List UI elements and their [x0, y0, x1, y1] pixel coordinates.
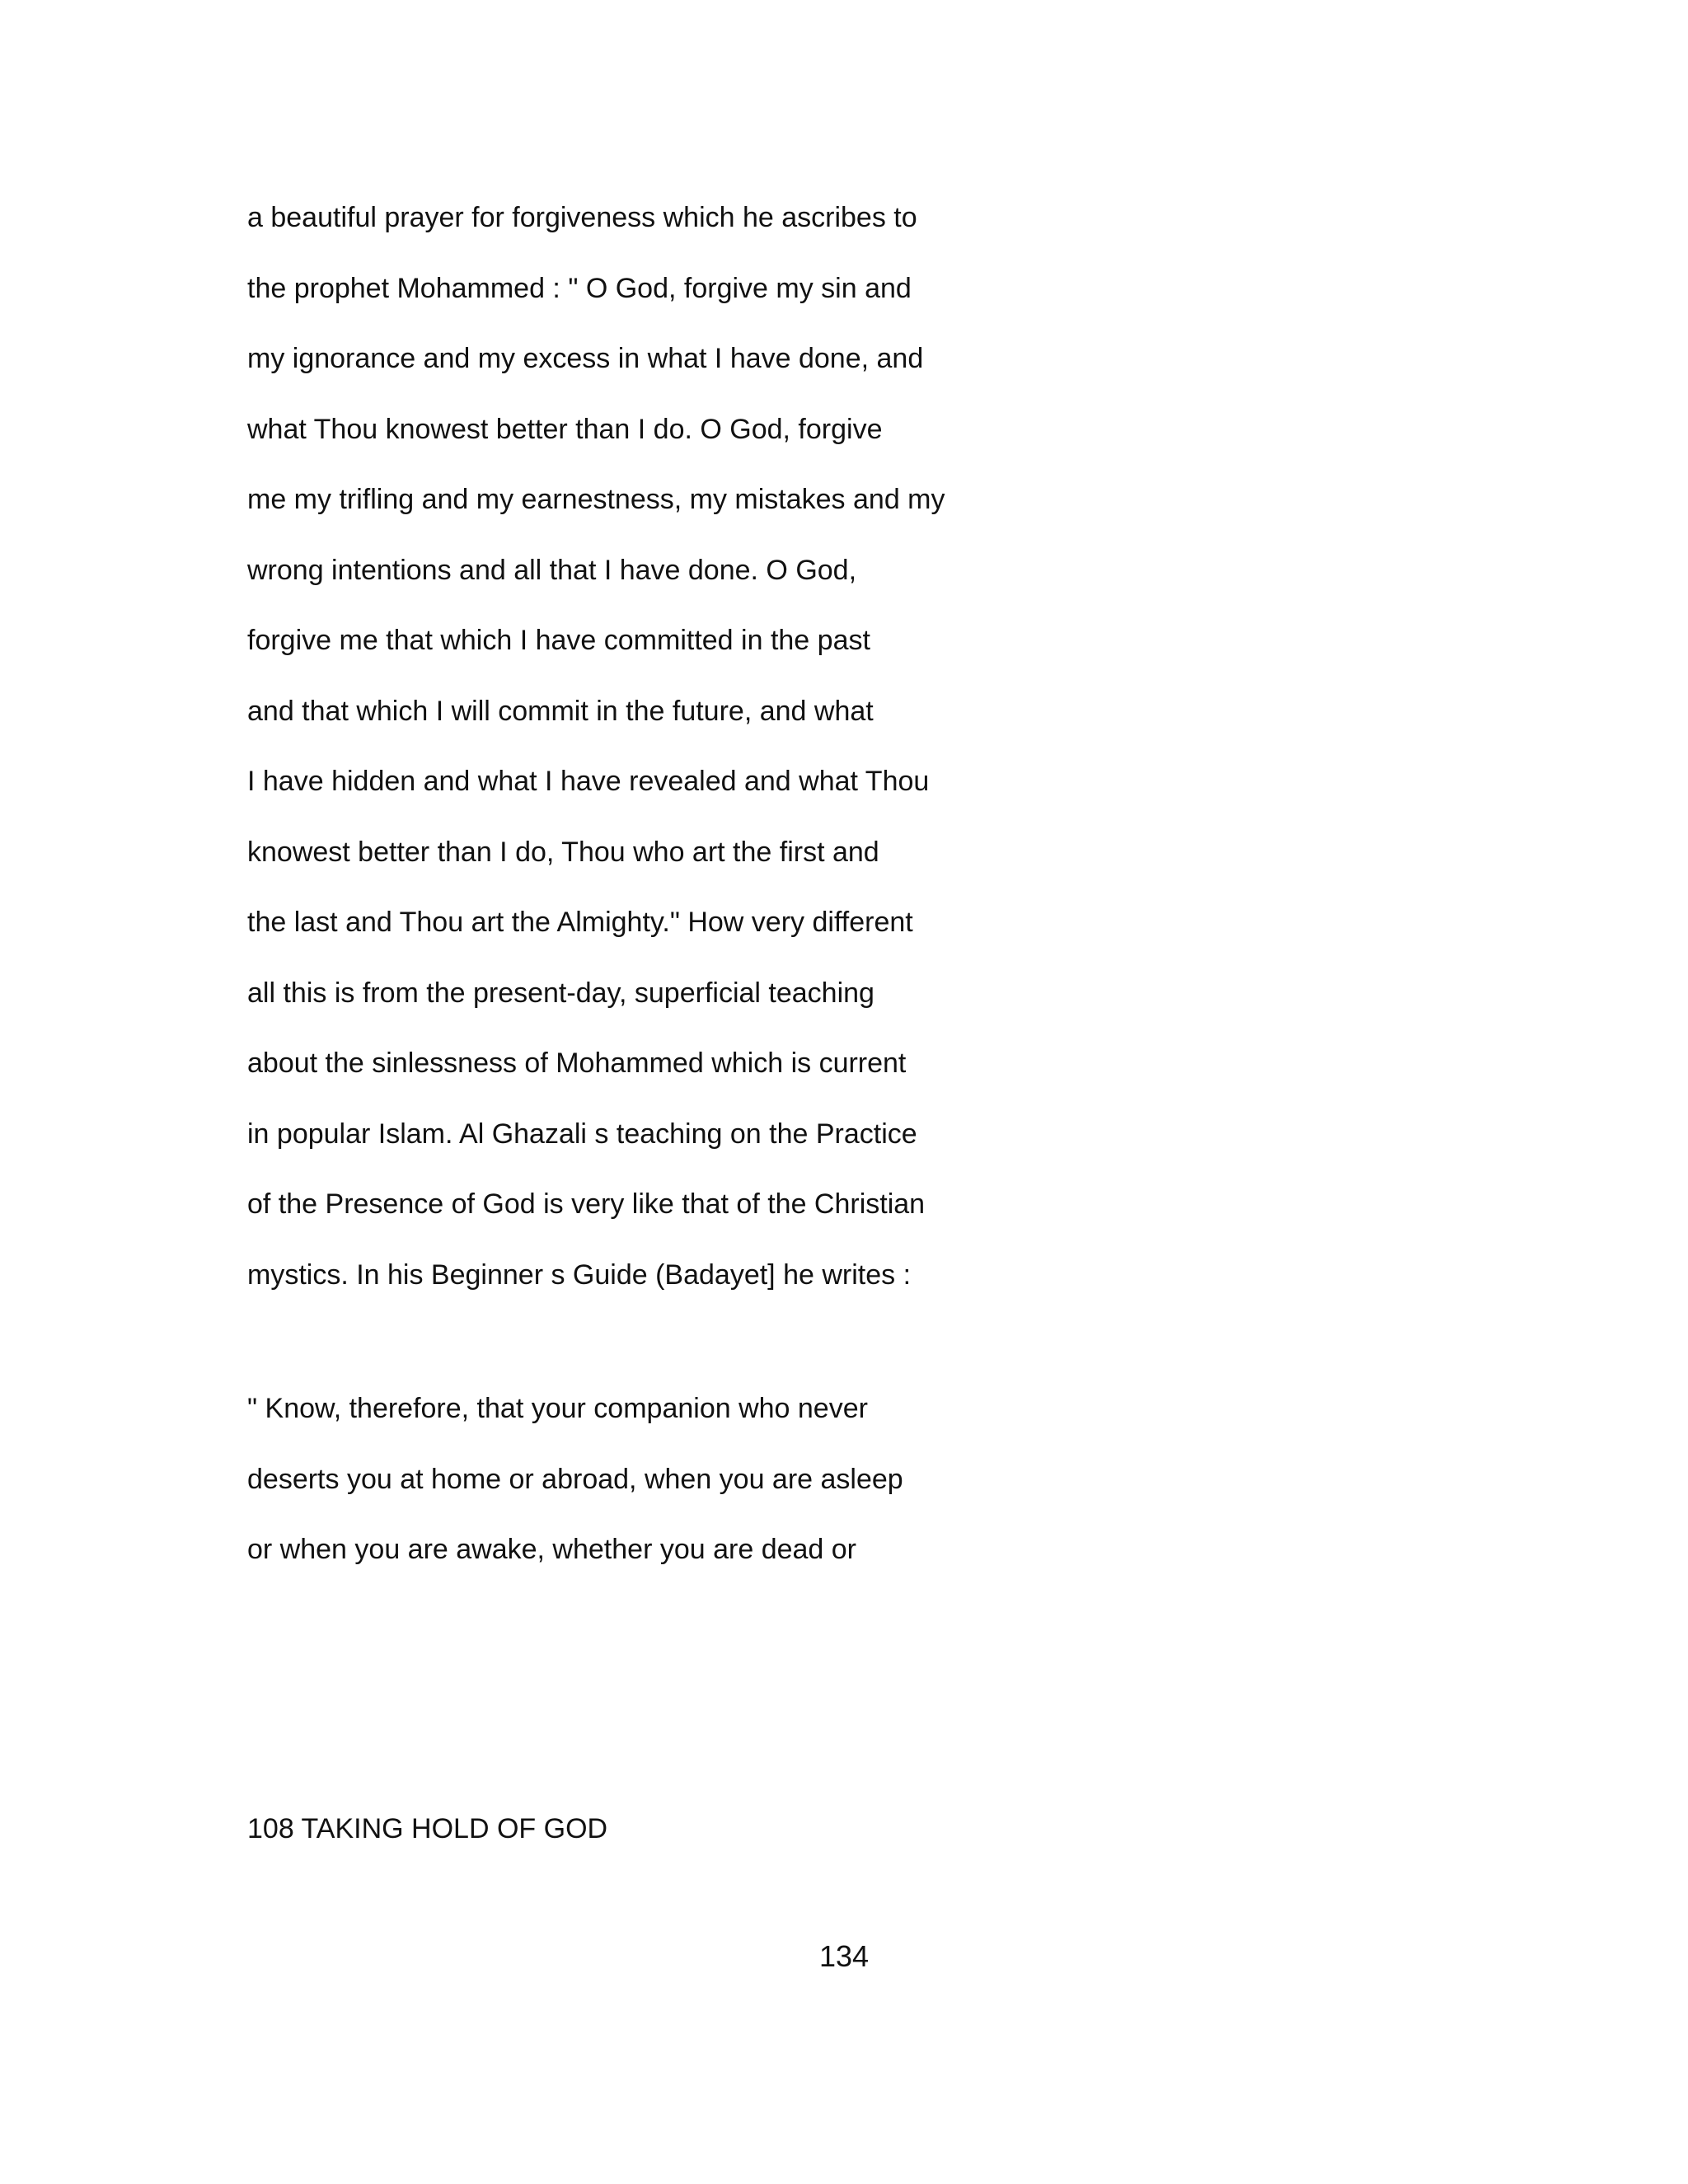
text-line: knowest better than I do, Thou who art the first and	[247, 836, 879, 868]
text-line: all this is from the present-day, superficial teaching	[247, 977, 874, 1009]
text-line: my ignorance and my excess in what I have done, and	[247, 343, 924, 374]
paragraph-2	[247, 1374, 1401, 1586]
text-line: or when you are awake, whether you are dead or	[247, 1534, 857, 1565]
text-line: the last and Thou art the Almighty." How very different	[247, 907, 913, 938]
text-line: of the Presence of God is very like that of the Christian	[247, 1188, 926, 1220]
text-line: and that which I will commit in the future, and what	[247, 695, 874, 727]
text-line: wrong intentions and all that I have done. O God,	[247, 554, 857, 586]
page-number: 134	[818, 1939, 870, 1973]
text-line: mystics. In his Beginner s Guide (Badayet] he writes :	[247, 1258, 912, 1291]
paragraph-1	[247, 183, 1401, 1310]
text-line: what Thou knowest better than I do. O God, forgive	[247, 413, 883, 445]
text-line: " Know, therefore, that your companion who never	[247, 1393, 868, 1424]
running-footer: 108 TAKING HOLD OF GOD	[247, 1813, 608, 1844]
text-line: a beautiful prayer for forgiveness which he ascribes to	[247, 202, 917, 233]
text-line: me my trifling and my earnestness, my mistakes and my	[247, 484, 945, 515]
text-line: about the sinlessness of Mohammed which is current	[247, 1047, 907, 1079]
text-line: I have hidden and what I have revealed and what Thou	[247, 766, 930, 797]
text-line: deserts you at home or abroad, when you are asleep	[247, 1463, 903, 1495]
text-line: forgive me that which I have committed in the past	[247, 625, 870, 656]
text-line: in popular Islam. Al Ghazali s teaching on the Practice	[247, 1118, 917, 1150]
text-line: the prophet Mohammed : " O God, forgive my sin and	[247, 272, 912, 304]
